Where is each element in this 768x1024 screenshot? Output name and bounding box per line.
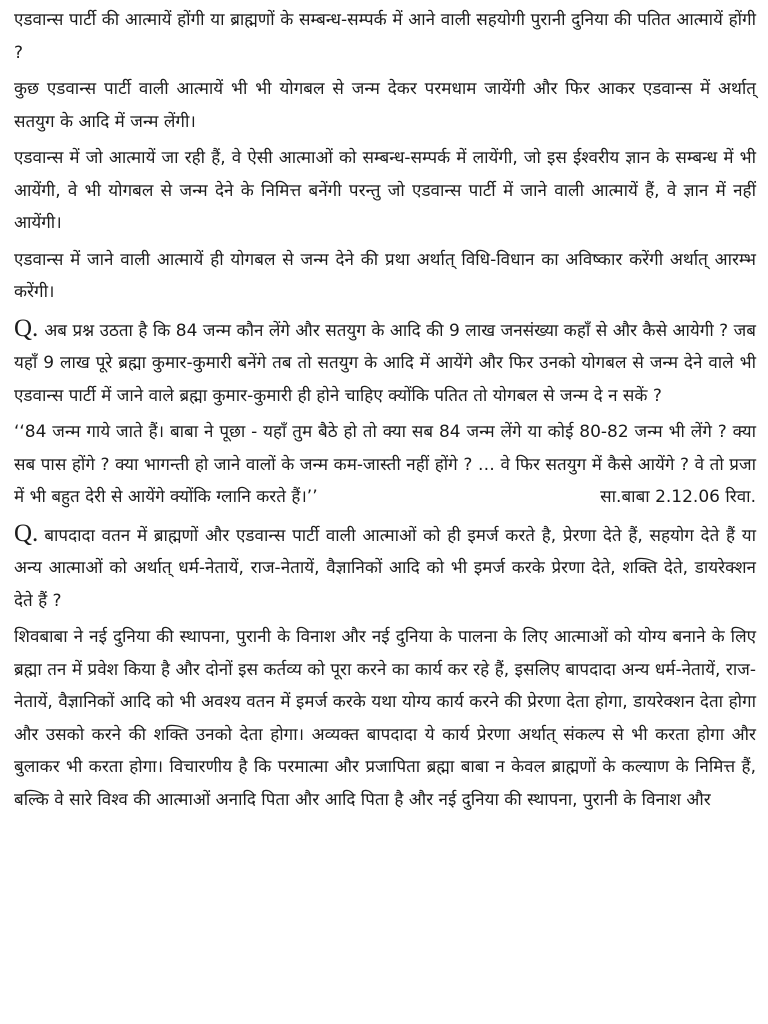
question-marker: Q. <box>14 519 39 547</box>
quote-sakar-baba <box>14 416 756 514</box>
document-page <box>14 4 756 820</box>
paragraph-advance-party-souls <box>14 4 756 69</box>
question-84-births <box>14 313 756 413</box>
paragraph-text: एडवान्स में जाने वाली आत्मायें ही योगबल से जन्म देने की प्रथा अर्थात् विधि-विधान का अविष्कार करेंगी अर्थात् आरम्भ करेंगी। <box>14 249 756 302</box>
paragraph-relation-contact <box>14 142 756 240</box>
paragraph-text: एडवान्स में जो आत्मायें जा रही हैं, वे ऐसी आत्माओं को सम्बन्ध-सम्पर्क में लायेंगी, जो इस ईश्वरीय ज्ञान के सम्बन्ध में भी आयेंगी, वे भी योगबल से जन्म देने के निमित्त बनेंगी परन्तु जो एडवान्स पार्टी में जाने वाली आत्मायें हैं, वे ज्ञान में नहीं आयेंगी। <box>14 148 756 233</box>
quote-source: सा.बाबा 2.12.06 रिवा. <box>600 487 756 507</box>
question-bapdada-vatan <box>14 518 756 618</box>
question-text: अब प्रश्न उठता है कि 84 जन्म कौन लेंगे और सतयुग के आदि की 9 लाख जनसंख्या कहाँ से और कैसे आयेगी ? जब यहाँ 9 लाख पूरे ब्रह्मा कुमार-कुमारी बनेंगे तब तो सतयुग के आदि में आयेंगे और फिर उनको योगबल से जन्म देने वाले भी एडवान्स पार्टी में जाने वाले ब्रह्मा कुमार-कुमारी ही होने चाहिए क्योंकि पतित तो योगबल से जन्म दे न सकें ? <box>14 320 756 406</box>
paragraph-text: एडवान्स पार्टी की आत्मायें होंगी या ब्राह्मणों के सम्बन्ध-सम्पर्क में आने वाली सहयोगी पुरानी दुनिया की पतित आत्मायें होंगी ? <box>14 10 756 63</box>
paragraph-shivbaba-establishment <box>14 621 756 816</box>
question-text: बापदादा वतन में ब्राह्मणों और एडवान्स पार्टी वाली आत्माओं को ही इमर्ज करते है, प्रेरणा देते हैं, सहयोग देते हैं या अन्य आत्माओं को अर्थात् धर्म-नेतायें, राज-नेतायें, वैज्ञानिकों आदि को भी इमर्ज करके प्रेरणा देते, शक्ति देते, डायरेक्शन देते हैं ? <box>14 525 756 611</box>
paragraph-text: शिवबाबा ने नई दुनिया की स्थापना, पुरानी के विनाश और नई दुनिया के पालना के लिए आत्माओं को योग्य बनाने के लिए ब्रह्मा तन में प्रवेश किया है और दोनों इस कर्तव्य को पूरा करने का कार्य कर रहे हैं, इसलिए बापदादा अन्य धर्म-नेतायें, राज-नेतायें, वैज्ञानिकों आदि को भी अवश्य वतन में इमर्ज करके यथा योग्य कार्य करने की प्रेरणा देता होगा, डायरेक्शन देता होगा और उसको करने की शक्ति उनको देता होगा। अव्यक्त बापदादा ये कार्य प्रेरणा अर्थात् संकल्प से भी करता होगा और बुलाकर भी करता होगा। विचारणीय है कि परमात्मा और प्रजापिता ब्रह्मा बाबा न केवल ब्राह्मणों के कल्याण के निमित्त हैं, बल्कि वे सारे विश्व की आत्माओं अनादि पिता और आदि पिता है और नई दुनिया की स्थापना, पुरानी के विनाश और <box>14 627 756 810</box>
quote-text: ‘‘84 जन्म गाये जाते हैं। बाबा ने पूछा - यहाँ तुम बैठे हो तो क्या सब 84 जन्म लेंगे या कोई 80-82 जन्म भी लेंगे ? क्या सब पास होंगे ? क्या भागन्ती हो जाने वालों के जन्म कम-जास्ती नहीं होंगे ? … वे फिर सतयुग में कैसे आयेंगे ? वे तो प्रजा में भी बहुत देरी से आयेंगे क्योंकि ग्लानि करते हैं।’’ <box>14 422 756 507</box>
paragraph-text: कुछ एडवान्स पार्टी वाली आत्मायें भी भी योगबल से जन्म देकर परमधाम जायेंगी और फिर आकर एडवान्स में अर्थात् सतयुग के आदि में जन्म लेंगी। <box>14 79 756 132</box>
paragraph-yogbal-birth <box>14 73 756 138</box>
paragraph-invention-of-custom <box>14 244 756 309</box>
question-marker: Q. <box>14 314 39 342</box>
